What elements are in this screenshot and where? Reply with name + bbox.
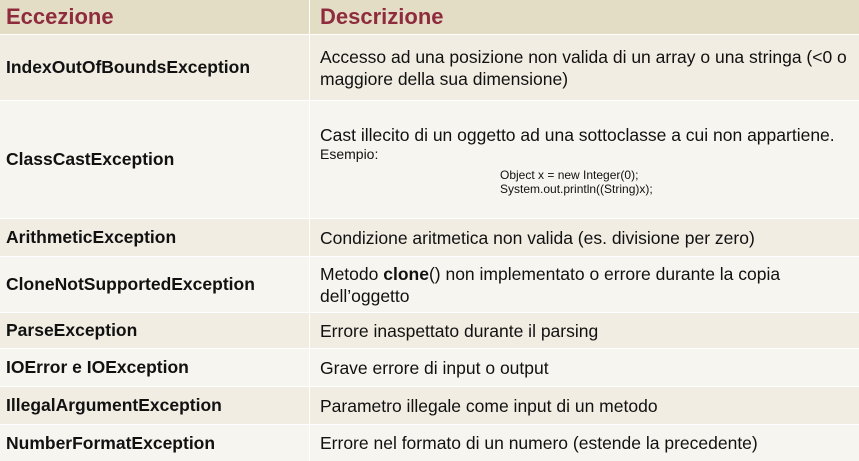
example-label: Esempio: [320, 145, 379, 162]
exception-name: IOError e IOException [6, 357, 189, 377]
table-row [0, 348, 859, 386]
exception-description: Errore inaspettato durante il parsing [320, 320, 599, 341]
exception-name: NumberFormatException [6, 432, 216, 453]
table-row [0, 386, 859, 424]
table-row [0, 34, 859, 100]
exception-name: IllegalArgumentException [6, 395, 222, 415]
table-header [0, 0, 859, 34]
table-row [0, 256, 859, 312]
table-row [0, 424, 859, 461]
method-name: clone [383, 263, 429, 284]
exception-description: Cast illecito di un oggetto ad una sottoclasse a cui non appartiene. [320, 124, 835, 145]
exception-description-cell [310, 257, 859, 312]
exception-name: ParseException [6, 320, 138, 340]
exception-description: Parametro illegale come input di un metodo [320, 395, 658, 416]
table-row [0, 218, 859, 256]
code-line: System.out.println((String)x); [500, 181, 653, 196]
column-divider [309, 0, 310, 461]
description-text: Metodo [320, 263, 384, 284]
exception-description: Accesso ad una posizione non valida di un array o una stringa (<0 o maggiore della sua dimensione) [320, 46, 847, 89]
table-row [0, 312, 859, 348]
header-descrizione: Descrizione [320, 4, 444, 29]
header-eccezione: Eccezione [6, 4, 114, 29]
exception-description: Errore nel formato di un numero (estende la precedente) [320, 433, 758, 453]
exception-description: Condizione aritmetica non valida (es. divisione per zero) [320, 227, 755, 248]
exception-name: ArithmeticException [6, 227, 177, 247]
table-row [0, 100, 859, 218]
description-text: () non implementato o errore durante la copia dell’oggetto [320, 263, 781, 306]
exception-name: IndexOutOfBoundsException [6, 57, 251, 77]
exception-name: CloneNotSupportedException [6, 274, 255, 294]
exception-description: Grave errore di input o output [320, 357, 549, 378]
exception-description-cell [310, 101, 859, 218]
exception-name: ClassCastException [6, 149, 175, 169]
code-line: Object x = new Integer(0); [500, 167, 639, 182]
